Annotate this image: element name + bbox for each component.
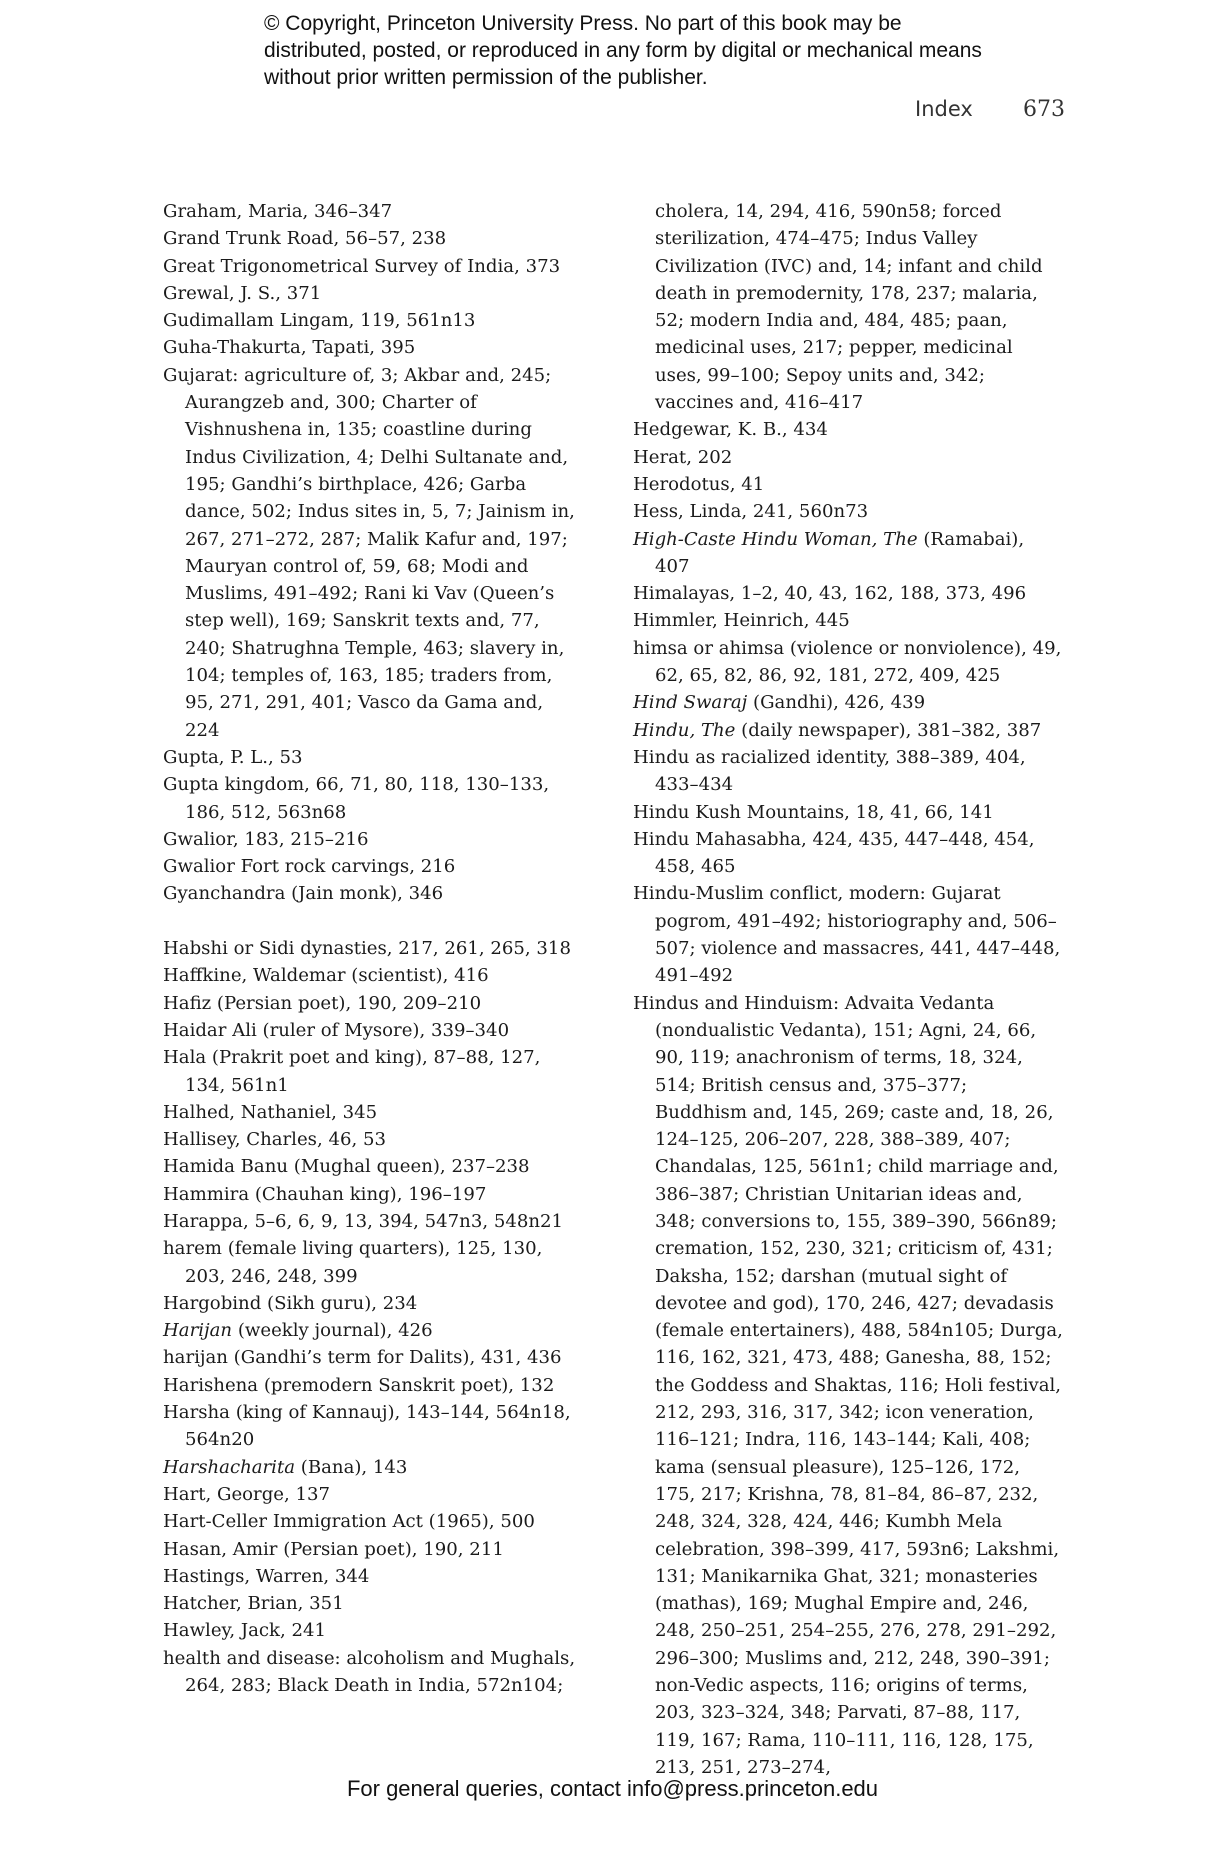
index-entry-text: Hess, Linda, 241, 560n73 bbox=[633, 501, 869, 523]
index-entry bbox=[633, 635, 1063, 690]
index-entry-text: Hawley, Jack, 241 bbox=[163, 1620, 327, 1642]
index-entry bbox=[163, 1372, 583, 1399]
index-entry bbox=[633, 799, 1063, 826]
index-entry bbox=[163, 225, 583, 252]
index-entry bbox=[163, 280, 583, 307]
index-entry-text: Great Trigonometrical Survey of India, 373 bbox=[163, 255, 561, 277]
index-entry-text: Hedgewar, K. B., 434 bbox=[633, 419, 828, 441]
index-entry-text: cholera, 14, 294, 416, 590n58; forced sterilization, 474–475; Indus Valley Civilization (IVC) and, 14; infant and child death in premodernity, 178, 237; malaria, 52; modern India and, 484, 485; paan, medicinal uses, 217; pepper, medicinal uses, 99–100; Sepoy units and, 342; vaccines and, 416–417 bbox=[655, 201, 1043, 414]
footer-contact: For general queries, contact info@press.princeton.edu bbox=[346, 1776, 879, 1801]
index-entry bbox=[633, 689, 1063, 716]
index-entry-text: Gyanchandra (Jain monk), 346 bbox=[163, 883, 444, 905]
index-entry-text: (daily newspaper), 381–382, 387 bbox=[735, 719, 1042, 741]
index-entry bbox=[633, 744, 1063, 799]
index-entry-text: Gujarat: agriculture of, 3; Akbar and, 245; Aurangzeb and, 300; Charter of Vishnushena in, 135; coastline during Indus Civilization, 4; Delhi Sultanate and, 195; Gandhi’s birthplace, 426; Garba dance, 502; Indus sites in, 5, 7; Jainism in, 267, 271–272, 287; Malik Kafur and, 197; Mauryan control of, 59, 68; Modi and Muslims, 491–492; Rani ki Vav (Queen’s step well), 169; Sanskrit texts and, 77, 240; Shatrughna Temple, 463; slavery in, 104; temples of, 163, 185; traders from, 95, 271, 291, 401; Vasco da Gama and, 224 bbox=[163, 364, 575, 741]
index-entry bbox=[163, 1590, 583, 1617]
index-entry-text: harijan (Gandhi’s term for Dalits), 431, 436 bbox=[163, 1347, 562, 1369]
index-entry bbox=[163, 253, 583, 280]
index-entry bbox=[633, 880, 1063, 989]
index-entry bbox=[163, 198, 583, 225]
index-entry-title: High-Caste Hindu Woman, The bbox=[633, 528, 918, 550]
index-entry-text: Hindus and Hinduism: Advaita Vedanta (nondualistic Vedanta), 151; Agni, 24, 66, 90, 119; anachronism of terms, 18, 324, 514; British census and, 375–377; Buddhism and, 145, 269; caste and, 18, 26, 124–125, 206–207, 228, 388–389, 407; Chandalas, 125, 561n1; child marriage and, 386–387; Christian Unitarian ideas and, 348; conversions to, 155, 389–390, 566n89; cremation, 152, 230, 321; criticism of, 431; Daksha, 152; darshan (mutual sight of devotee and god), 170, 246, 427; devadasis (female entertainers), 488, 584n105; Durga, 116, 162, 321, 473, 488; Ganesha, 88, 152; the Goddess and Shaktas, 116; Holi festival, 212, 293, 316, 317, 342; icon veneration, 116–121; Indra, 116, 143–144; Kali, 408; kama (sensual pleasure), 125–126, 172, 175, 217; Krishna, 78, 81–84, 86–87, 232, 248, 324, 328, 424, 446; Kumbh Mela celebration, 398–399, 417, 593n6; Lakshmi, 131; Manikarnika Ghat, 321; monasteries (mathas), 169; Mughal Empire and, 246, 248, 250–251, 254–255, 276, 278, 291–292, 296–300; Muslims and, 212, 248, 390–391; non-Vedic aspects, 116; origins of terms, 203, 323–324, 348; Parvati, 87–88, 117, 119, 167; Rama, 110–111, 116, 128, 175, 213, 251, 273–274, bbox=[633, 992, 1063, 1778]
index-entry-text: Himmler, Heinrich, 445 bbox=[633, 610, 850, 632]
index-entry bbox=[163, 1563, 583, 1590]
index-entry bbox=[163, 744, 583, 771]
index-entry-text: Hatcher, Brian, 351 bbox=[163, 1593, 344, 1615]
index-entry-text: Hallisey, Charles, 46, 53 bbox=[163, 1129, 387, 1151]
index-entry-text: Hastings, Warren, 344 bbox=[163, 1565, 370, 1587]
index-entry-text: Hart, George, 137 bbox=[163, 1483, 331, 1505]
index-entry-text: Hargobind (Sikh guru), 234 bbox=[163, 1292, 418, 1314]
copyright-notice: © Copyright, Princeton University Press. No part of this book may be distributed, posted, or reproduced in any form by digital or mechanical means without prior written permission of the publisher. bbox=[264, 12, 982, 89]
index-entry bbox=[163, 1290, 583, 1317]
index-entry bbox=[633, 471, 1063, 498]
index-entry bbox=[633, 444, 1063, 471]
index-entry bbox=[163, 1181, 583, 1208]
index-entry bbox=[633, 826, 1063, 881]
page-number: 673 bbox=[1023, 97, 1065, 122]
index-entry bbox=[163, 853, 583, 880]
index-entry-text: Hindu as racialized identity, 388–389, 404, 433–434 bbox=[633, 746, 1026, 796]
index-column-right bbox=[633, 198, 1063, 1781]
index-entry-text: Halhed, Nathaniel, 345 bbox=[163, 1101, 378, 1123]
index-entry bbox=[163, 1536, 583, 1563]
index-entry bbox=[163, 880, 583, 907]
index-entry bbox=[163, 1208, 583, 1235]
index-entry bbox=[633, 607, 1063, 634]
index-entry bbox=[163, 1126, 583, 1153]
index-entry-text: Himalayas, 1–2, 40, 43, 162, 188, 373, 496 bbox=[633, 583, 1027, 605]
index-column-left bbox=[163, 198, 583, 1699]
index-entry-title: Harijan bbox=[163, 1320, 233, 1342]
index-entry-text: Hart-Celler Immigration Act (1965), 500 bbox=[163, 1511, 535, 1533]
index-entry bbox=[163, 1235, 583, 1290]
index-entry bbox=[633, 717, 1063, 744]
index-entry-text: Hindu-Muslim conflict, modern: Gujarat pogrom, 491–492; historiography and, 506–507; violence and massacres, 441, 447–448, 491–492 bbox=[633, 883, 1061, 987]
index-entry-text: health and disease: alcoholism and Mughals, 264, 283; Black Death in India, 572n104; bbox=[163, 1647, 576, 1697]
index-entry bbox=[163, 1044, 583, 1099]
index-entry bbox=[163, 1508, 583, 1535]
index-entry-title: Harshacharita bbox=[163, 1456, 296, 1478]
index-entry bbox=[633, 580, 1063, 607]
index-entry-text: (Bana), 143 bbox=[295, 1456, 408, 1478]
index-entry-text: harem (female living quarters), 125, 130, 203, 246, 248, 399 bbox=[163, 1238, 543, 1287]
index-entry-text: Gwalior Fort rock carvings, 216 bbox=[163, 856, 456, 878]
index-entry-text: Gwalior, 183, 215–216 bbox=[163, 828, 369, 850]
index-entry bbox=[633, 990, 1063, 1782]
index-entry-text: (Ramabai), 407 bbox=[655, 528, 1025, 577]
index-entry bbox=[633, 416, 1063, 443]
index-entry-text: himsa or ahimsa (violence or nonviolence), 49, 62, 65, 82, 86, 92, 181, 272, 409, 425 bbox=[633, 637, 1062, 687]
index-entry-text: (weekly journal), 426 bbox=[232, 1320, 433, 1342]
index-entry-text: Habshi or Sidi dynasties, 217, 261, 265, 318 bbox=[163, 938, 571, 960]
index-entry bbox=[633, 526, 1063, 581]
index-entry bbox=[163, 362, 583, 744]
index-entry-continued bbox=[633, 198, 1063, 416]
index-entry-text: Hindu Kush Mountains, 18, 41, 66, 141 bbox=[633, 801, 994, 823]
index-entry bbox=[163, 1099, 583, 1126]
index-entry bbox=[163, 1344, 583, 1371]
index-entry bbox=[163, 962, 583, 989]
index-entry bbox=[163, 1017, 583, 1044]
index-entry-title: Hindu, The bbox=[633, 719, 736, 741]
index-entry bbox=[163, 334, 583, 361]
index-entry bbox=[163, 1153, 583, 1180]
index-entry-text: Harishena (premodern Sanskrit poet), 132 bbox=[163, 1374, 555, 1396]
index-entry-text: Graham, Maria, 346–347 bbox=[163, 201, 393, 222]
index-entry-text: Hala (Prakrit poet and king), 87–88, 127, 134, 561n1 bbox=[163, 1047, 541, 1096]
index-entry bbox=[163, 1399, 583, 1454]
letter-section-gap bbox=[163, 908, 583, 935]
index-entry bbox=[163, 935, 583, 962]
running-head bbox=[915, 97, 1065, 122]
index-entry bbox=[163, 307, 583, 334]
index-entry bbox=[163, 1617, 583, 1644]
index-entry-text: Grand Trunk Road, 56–57, 238 bbox=[163, 228, 447, 250]
index-entry-text: Gudimallam Lingam, 119, 561n13 bbox=[163, 310, 476, 332]
index-entry-text: Gupta, P. L., 53 bbox=[163, 746, 303, 768]
index-entry-text: Harsha (king of Kannauj), 143–144, 564n18, 564n20 bbox=[163, 1402, 571, 1451]
index-entry bbox=[163, 1454, 583, 1481]
index-entry bbox=[163, 771, 583, 826]
index-entry bbox=[163, 826, 583, 853]
index-entry-text: Harappa, 5–6, 6, 9, 13, 394, 547n3, 548n21 bbox=[163, 1210, 564, 1232]
index-entry bbox=[163, 1645, 583, 1700]
index-entry-text: Herodotus, 41 bbox=[633, 473, 765, 495]
index-entry-text: Hamida Banu (Mughal queen), 237–238 bbox=[163, 1156, 530, 1178]
index-entry-text: (Gandhi), 426, 439 bbox=[747, 692, 926, 714]
index-entry bbox=[163, 1481, 583, 1508]
index-entry bbox=[163, 990, 583, 1017]
index-entry bbox=[633, 498, 1063, 525]
index-entry-text: Hindu Mahasabha, 424, 435, 447–448, 454, 458, 465 bbox=[633, 828, 1035, 878]
index-entry-text: Herat, 202 bbox=[633, 446, 733, 468]
index-entry bbox=[163, 1317, 583, 1344]
index-entry-text: Guha-Thakurta, Tapati, 395 bbox=[163, 337, 416, 359]
index-entry-text: Grewal, J. S., 371 bbox=[163, 282, 322, 304]
index-entry-title: Hind Swaraj bbox=[633, 692, 748, 714]
index-entry-text: Haidar Ali (ruler of Mysore), 339–340 bbox=[163, 1019, 510, 1041]
index-entry-text: Hammira (Chauhan king), 196–197 bbox=[163, 1183, 487, 1205]
index-entry-text: Hafiz (Persian poet), 190, 209–210 bbox=[163, 992, 482, 1014]
index-entry-text: Gupta kingdom, 66, 71, 80, 118, 130–133, 186, 512, 563n68 bbox=[163, 774, 550, 823]
index-entry-text: Haffkine, Waldemar (scientist), 416 bbox=[163, 965, 489, 987]
index-entry-text: Hasan, Amir (Persian poet), 190, 211 bbox=[163, 1538, 504, 1560]
section-title: Index bbox=[915, 97, 973, 121]
